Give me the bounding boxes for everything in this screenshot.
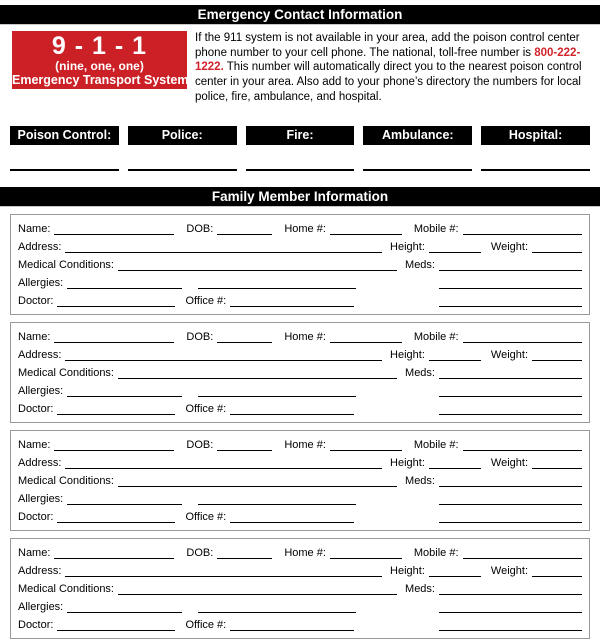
- ambulance-blank-line: [363, 169, 472, 171]
- instructions-before-phone: If the 911 system is not available in your area, add the poison control center phone number to your cell phone. The national, toll-free number is: [195, 32, 580, 59]
- allergies-label: Allergies:: [18, 492, 64, 505]
- address-label: Address:: [18, 564, 62, 577]
- allergies-label: Allergies:: [18, 600, 64, 613]
- member-row-name: [18, 328, 582, 346]
- section-header-emergency: [0, 5, 600, 25]
- allergies-blank-line: [67, 396, 182, 397]
- dob-blank-line: [217, 558, 272, 559]
- contact-labels-row: [10, 126, 590, 145]
- address-label: Address:: [18, 348, 62, 361]
- home-phone-blank-line: [330, 450, 402, 451]
- member-row-doctor: [18, 400, 582, 418]
- member-row-name: [18, 220, 582, 238]
- weight-label: Weight:: [490, 348, 528, 361]
- office-phone-blank-line: [230, 630, 354, 631]
- member-row-allergies: [18, 598, 582, 616]
- allergies-blank-line: [67, 504, 182, 505]
- contact-label-ambulance: [363, 126, 472, 145]
- allergies-extra-blank-line: [198, 396, 356, 397]
- meds-blank-line: [439, 378, 582, 379]
- height-blank-line: [429, 360, 481, 361]
- medical-conditions-label: Medical Conditions:: [18, 474, 114, 487]
- allergies-label: Allergies:: [18, 276, 64, 289]
- meds-blank-line: [439, 270, 582, 271]
- member-row-medical: [18, 256, 582, 274]
- address-blank-line: [65, 360, 382, 361]
- weight-blank-line: [532, 576, 582, 577]
- weight-label: Weight:: [490, 456, 528, 469]
- office-phone-blank-line: [230, 306, 354, 307]
- dob-label: DOB:: [186, 546, 214, 559]
- home-phone-label: Home #:: [284, 330, 326, 343]
- office-phone-blank-line: [230, 522, 354, 523]
- height-label: Height:: [390, 240, 425, 253]
- member-row-name: [18, 436, 582, 454]
- meds-continuation-line-2: [439, 630, 582, 631]
- meds-continuation-line-1: [439, 396, 582, 397]
- doctor-blank-line: [57, 414, 175, 415]
- family-members-list: [0, 214, 600, 639]
- member-row-medical: [18, 364, 582, 382]
- contact-label-police: [128, 126, 237, 145]
- hospital-blank-line: [481, 169, 590, 171]
- name-label: Name:: [18, 438, 51, 451]
- dob-label: DOB:: [186, 222, 214, 235]
- police-label-text: Police:: [161, 128, 203, 143]
- home-phone-blank-line: [330, 234, 402, 235]
- member-row-medical: [18, 580, 582, 598]
- member-row-address: [18, 238, 582, 256]
- mobile-phone-label: Mobile #:: [413, 546, 459, 559]
- contact-label-fire: [246, 126, 355, 145]
- ambulance-label-text: Ambulance:: [382, 128, 454, 143]
- weight-label: Weight:: [490, 564, 528, 577]
- name-blank-line: [54, 234, 174, 235]
- address-label: Address:: [18, 240, 62, 253]
- name-label: Name:: [18, 330, 51, 343]
- member-row-address: [18, 454, 582, 472]
- medical-conditions-blank-line: [118, 270, 397, 271]
- doctor-label: Doctor:: [18, 618, 54, 631]
- meds-label: Meds:: [405, 366, 435, 379]
- dob-label: DOB:: [186, 330, 214, 343]
- 911-caption: Emergency Transport System: [12, 72, 189, 87]
- instructions-text: [195, 31, 588, 105]
- weight-blank-line: [532, 468, 582, 469]
- member-row-doctor: [18, 508, 582, 526]
- office-phone-label: Office #:: [185, 618, 227, 631]
- allergies-blank-line: [67, 612, 182, 613]
- address-blank-line: [65, 252, 382, 253]
- name-blank-line: [54, 342, 174, 343]
- office-phone-label: Office #:: [185, 510, 227, 523]
- medical-conditions-blank-line: [118, 486, 397, 487]
- member-row-address: [18, 562, 582, 580]
- member-row-doctor: [18, 616, 582, 634]
- meds-blank-line: [439, 486, 582, 487]
- intro-section: [12, 31, 588, 105]
- weight-blank-line: [532, 360, 582, 361]
- address-label: Address:: [18, 456, 62, 469]
- police-blank-line: [128, 169, 237, 171]
- doctor-label: Doctor:: [18, 294, 54, 307]
- name-label: Name:: [18, 546, 51, 559]
- contact-label-hospital: [481, 126, 590, 145]
- office-phone-label: Office #:: [185, 402, 227, 415]
- home-phone-label: Home #:: [284, 222, 326, 235]
- doctor-blank-line: [57, 630, 175, 631]
- allergies-extra-blank-line: [198, 288, 356, 289]
- address-blank-line: [65, 576, 382, 577]
- fire-label-text: Fire:: [286, 128, 314, 143]
- doctor-blank-line: [57, 522, 175, 523]
- meds-continuation-line-1: [439, 612, 582, 613]
- member-row-name: [18, 544, 582, 562]
- meds-continuation-line-2: [439, 306, 582, 307]
- meds-continuation-line-2: [439, 522, 582, 523]
- family-member-card: [10, 430, 590, 531]
- mobile-phone-label: Mobile #:: [413, 222, 459, 235]
- home-phone-label: Home #:: [284, 438, 326, 451]
- member-row-medical: [18, 472, 582, 490]
- meds-label: Meds:: [405, 258, 435, 271]
- weight-blank-line: [532, 252, 582, 253]
- section-header-family: [0, 187, 600, 207]
- 911-number: 9 - 1 - 1: [51, 31, 148, 60]
- height-blank-line: [429, 252, 481, 253]
- meds-continuation-line-2: [439, 414, 582, 415]
- office-phone-label: Office #:: [185, 294, 227, 307]
- 911-badge: [12, 31, 187, 89]
- family-member-card: [10, 322, 590, 423]
- medical-conditions-blank-line: [118, 378, 397, 379]
- emergency-section-title: Emergency Contact Information: [197, 7, 403, 22]
- doctor-label: Doctor:: [18, 402, 54, 415]
- fire-blank-line: [246, 169, 355, 171]
- doctor-blank-line: [57, 306, 175, 307]
- hospital-label-text: Hospital:: [508, 128, 563, 143]
- height-blank-line: [429, 468, 481, 469]
- poison-control-label-text: Poison Control:: [17, 128, 112, 143]
- height-blank-line: [429, 576, 481, 577]
- medical-conditions-blank-line: [118, 594, 397, 595]
- meds-label: Meds:: [405, 582, 435, 595]
- family-section-title: Family Member Information: [211, 188, 389, 204]
- mobile-phone-blank-line: [463, 234, 582, 235]
- emergency-contact-form: [0, 5, 600, 639]
- meds-continuation-line-1: [439, 288, 582, 289]
- member-row-address: [18, 346, 582, 364]
- address-blank-line: [65, 468, 382, 469]
- allergies-label: Allergies:: [18, 384, 64, 397]
- home-phone-blank-line: [330, 558, 402, 559]
- height-label: Height:: [390, 348, 425, 361]
- contact-label-poison-control: [10, 126, 119, 145]
- allergies-extra-blank-line: [198, 612, 356, 613]
- doctor-label: Doctor:: [18, 510, 54, 523]
- home-phone-label: Home #:: [284, 546, 326, 559]
- poison-control-phone-number: 800-222-1222.: [195, 46, 581, 74]
- medical-conditions-label: Medical Conditions:: [18, 582, 114, 595]
- family-member-card: [10, 214, 590, 315]
- poison-control-blank-line: [10, 169, 119, 171]
- allergies-blank-line: [67, 288, 182, 289]
- meds-continuation-line-1: [439, 504, 582, 505]
- meds-blank-line: [439, 594, 582, 595]
- member-row-allergies: [18, 490, 582, 508]
- member-row-doctor: [18, 292, 582, 310]
- dob-blank-line: [217, 342, 272, 343]
- dob-blank-line: [217, 450, 272, 451]
- height-label: Height:: [390, 456, 425, 469]
- medical-conditions-label: Medical Conditions:: [18, 258, 114, 271]
- 911-words: (nine, one, one): [55, 58, 144, 73]
- mobile-phone-blank-line: [463, 558, 582, 559]
- height-label: Height:: [390, 564, 425, 577]
- contact-blank-lines-row: [10, 169, 590, 171]
- instructions-after-phone: This number will automatically direct you to the nearest poison control center in your area. Also add to your phone’s directory the numbers for local police, fire, ambulance, and hospital.: [195, 61, 582, 103]
- member-row-allergies: [18, 274, 582, 292]
- meds-label: Meds:: [405, 474, 435, 487]
- name-label: Name:: [18, 222, 51, 235]
- name-blank-line: [54, 558, 174, 559]
- allergies-extra-blank-line: [198, 504, 356, 505]
- weight-label: Weight:: [490, 240, 528, 253]
- office-phone-blank-line: [230, 414, 354, 415]
- mobile-phone-label: Mobile #:: [413, 330, 459, 343]
- dob-blank-line: [217, 234, 272, 235]
- mobile-phone-blank-line: [463, 342, 582, 343]
- member-row-allergies: [18, 382, 582, 400]
- mobile-phone-blank-line: [463, 450, 582, 451]
- mobile-phone-label: Mobile #:: [413, 438, 459, 451]
- family-member-card: [10, 538, 590, 639]
- home-phone-blank-line: [330, 342, 402, 343]
- medical-conditions-label: Medical Conditions:: [18, 366, 114, 379]
- dob-label: DOB:: [186, 438, 214, 451]
- name-blank-line: [54, 450, 174, 451]
